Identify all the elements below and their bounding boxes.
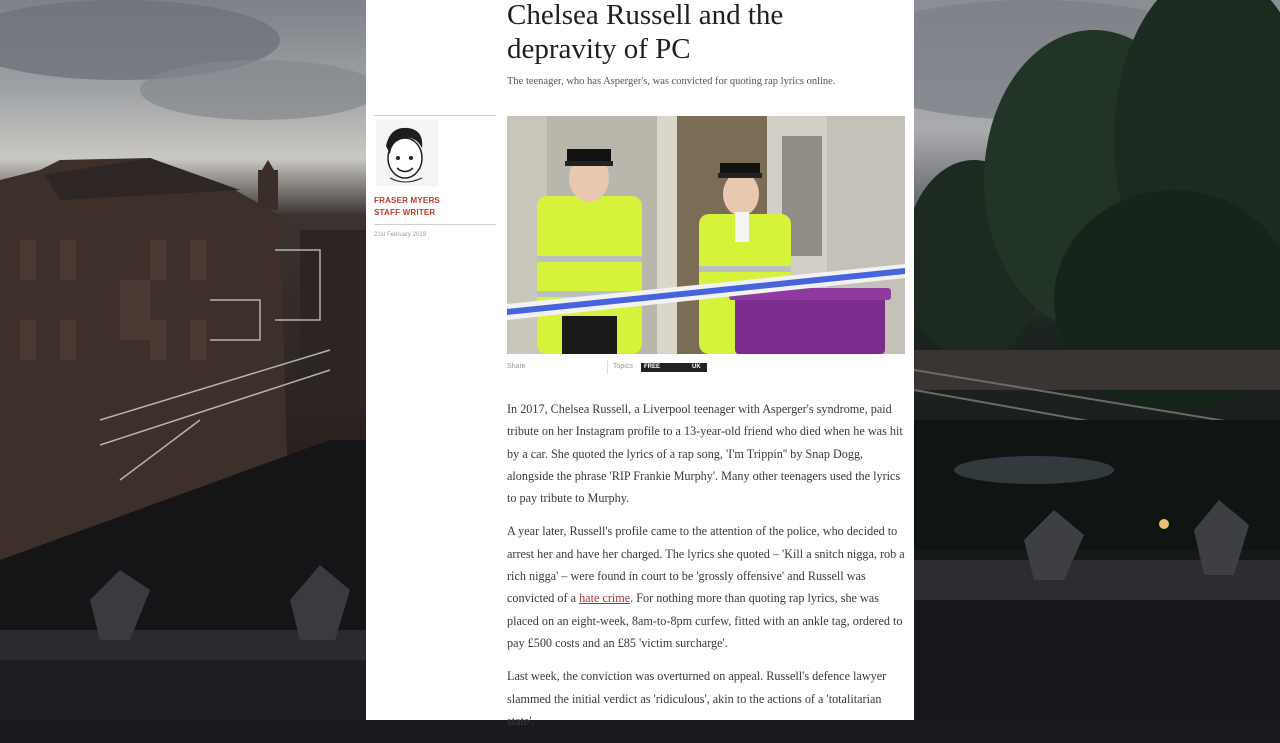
article-body — [507, 398, 907, 743]
topic-tag-uk[interactable]: UK — [689, 363, 707, 372]
paragraph-1: In 2017, Chelsea Russell, a Liverpool teenager with Asperger's syndrome, paid tribute on her Instagram profile to a 13-year-old friend who died when he was hit by a car. She quoted the lyrics of a rap song, 'I'm Trippin'' by Snap Dogg, alongside the phrase 'RIP Frankie Murphy'. Many other teenagers used the lyrics to pay tribute to Murphy. — [507, 402, 903, 506]
meta-divider — [607, 360, 608, 374]
article-panel — [366, 0, 914, 728]
topic-tag-free-speech[interactable]: FREE SPEECH — [641, 363, 689, 372]
paragraph-2-text-a: A year later, Russell's profile came to the attention of the police, who decided to arrest her and have her charged. The lyrics she quoted – 'Kill a snitch nigga, rob a rich nigga' – were found in court to be 'grossly offensive' and Russell was convicted of a — [507, 524, 905, 606]
paragraph-2-text-b: . For nothing more than quoting rap lyrics, she was placed on an eight-week, 8am-to-8pm curfew, fitted with an ankle tag, ordered to pay £500 costs and an £85 'victim surcharge'. — [507, 591, 903, 650]
share-label[interactable]: Share — [507, 363, 526, 370]
author-divider-bottom — [374, 224, 496, 225]
article-standfirst: The teenager, who has Asperger's, was convicted for quoting rap lyrics online. — [507, 76, 836, 87]
article-photo — [507, 116, 905, 354]
background-right-trees — [914, 0, 1280, 720]
hate-crime-link[interactable]: hate crime — [579, 591, 631, 606]
paragraph-3: Last week, the conviction was overturned on appeal. Russell's defence lawyer slammed the initial verdict as 'ridiculous', akin to the actions of a 'totalitarian state'. — [507, 669, 887, 728]
share-topics-row — [507, 360, 905, 379]
topics-label: Topics — [613, 363, 633, 370]
article-headline: Chelsea Russell and the depravity of PC — [507, 0, 784, 65]
paragraph-2 — [507, 520, 907, 654]
author-avatar[interactable] — [376, 120, 438, 186]
author-role: STAFF WRITER — [374, 208, 436, 217]
article-date: 21st February 2019 — [374, 232, 427, 238]
background-left-buildings — [0, 0, 366, 720]
author-name[interactable]: FRASER MYERS — [374, 196, 440, 205]
author-divider-top — [374, 115, 496, 116]
